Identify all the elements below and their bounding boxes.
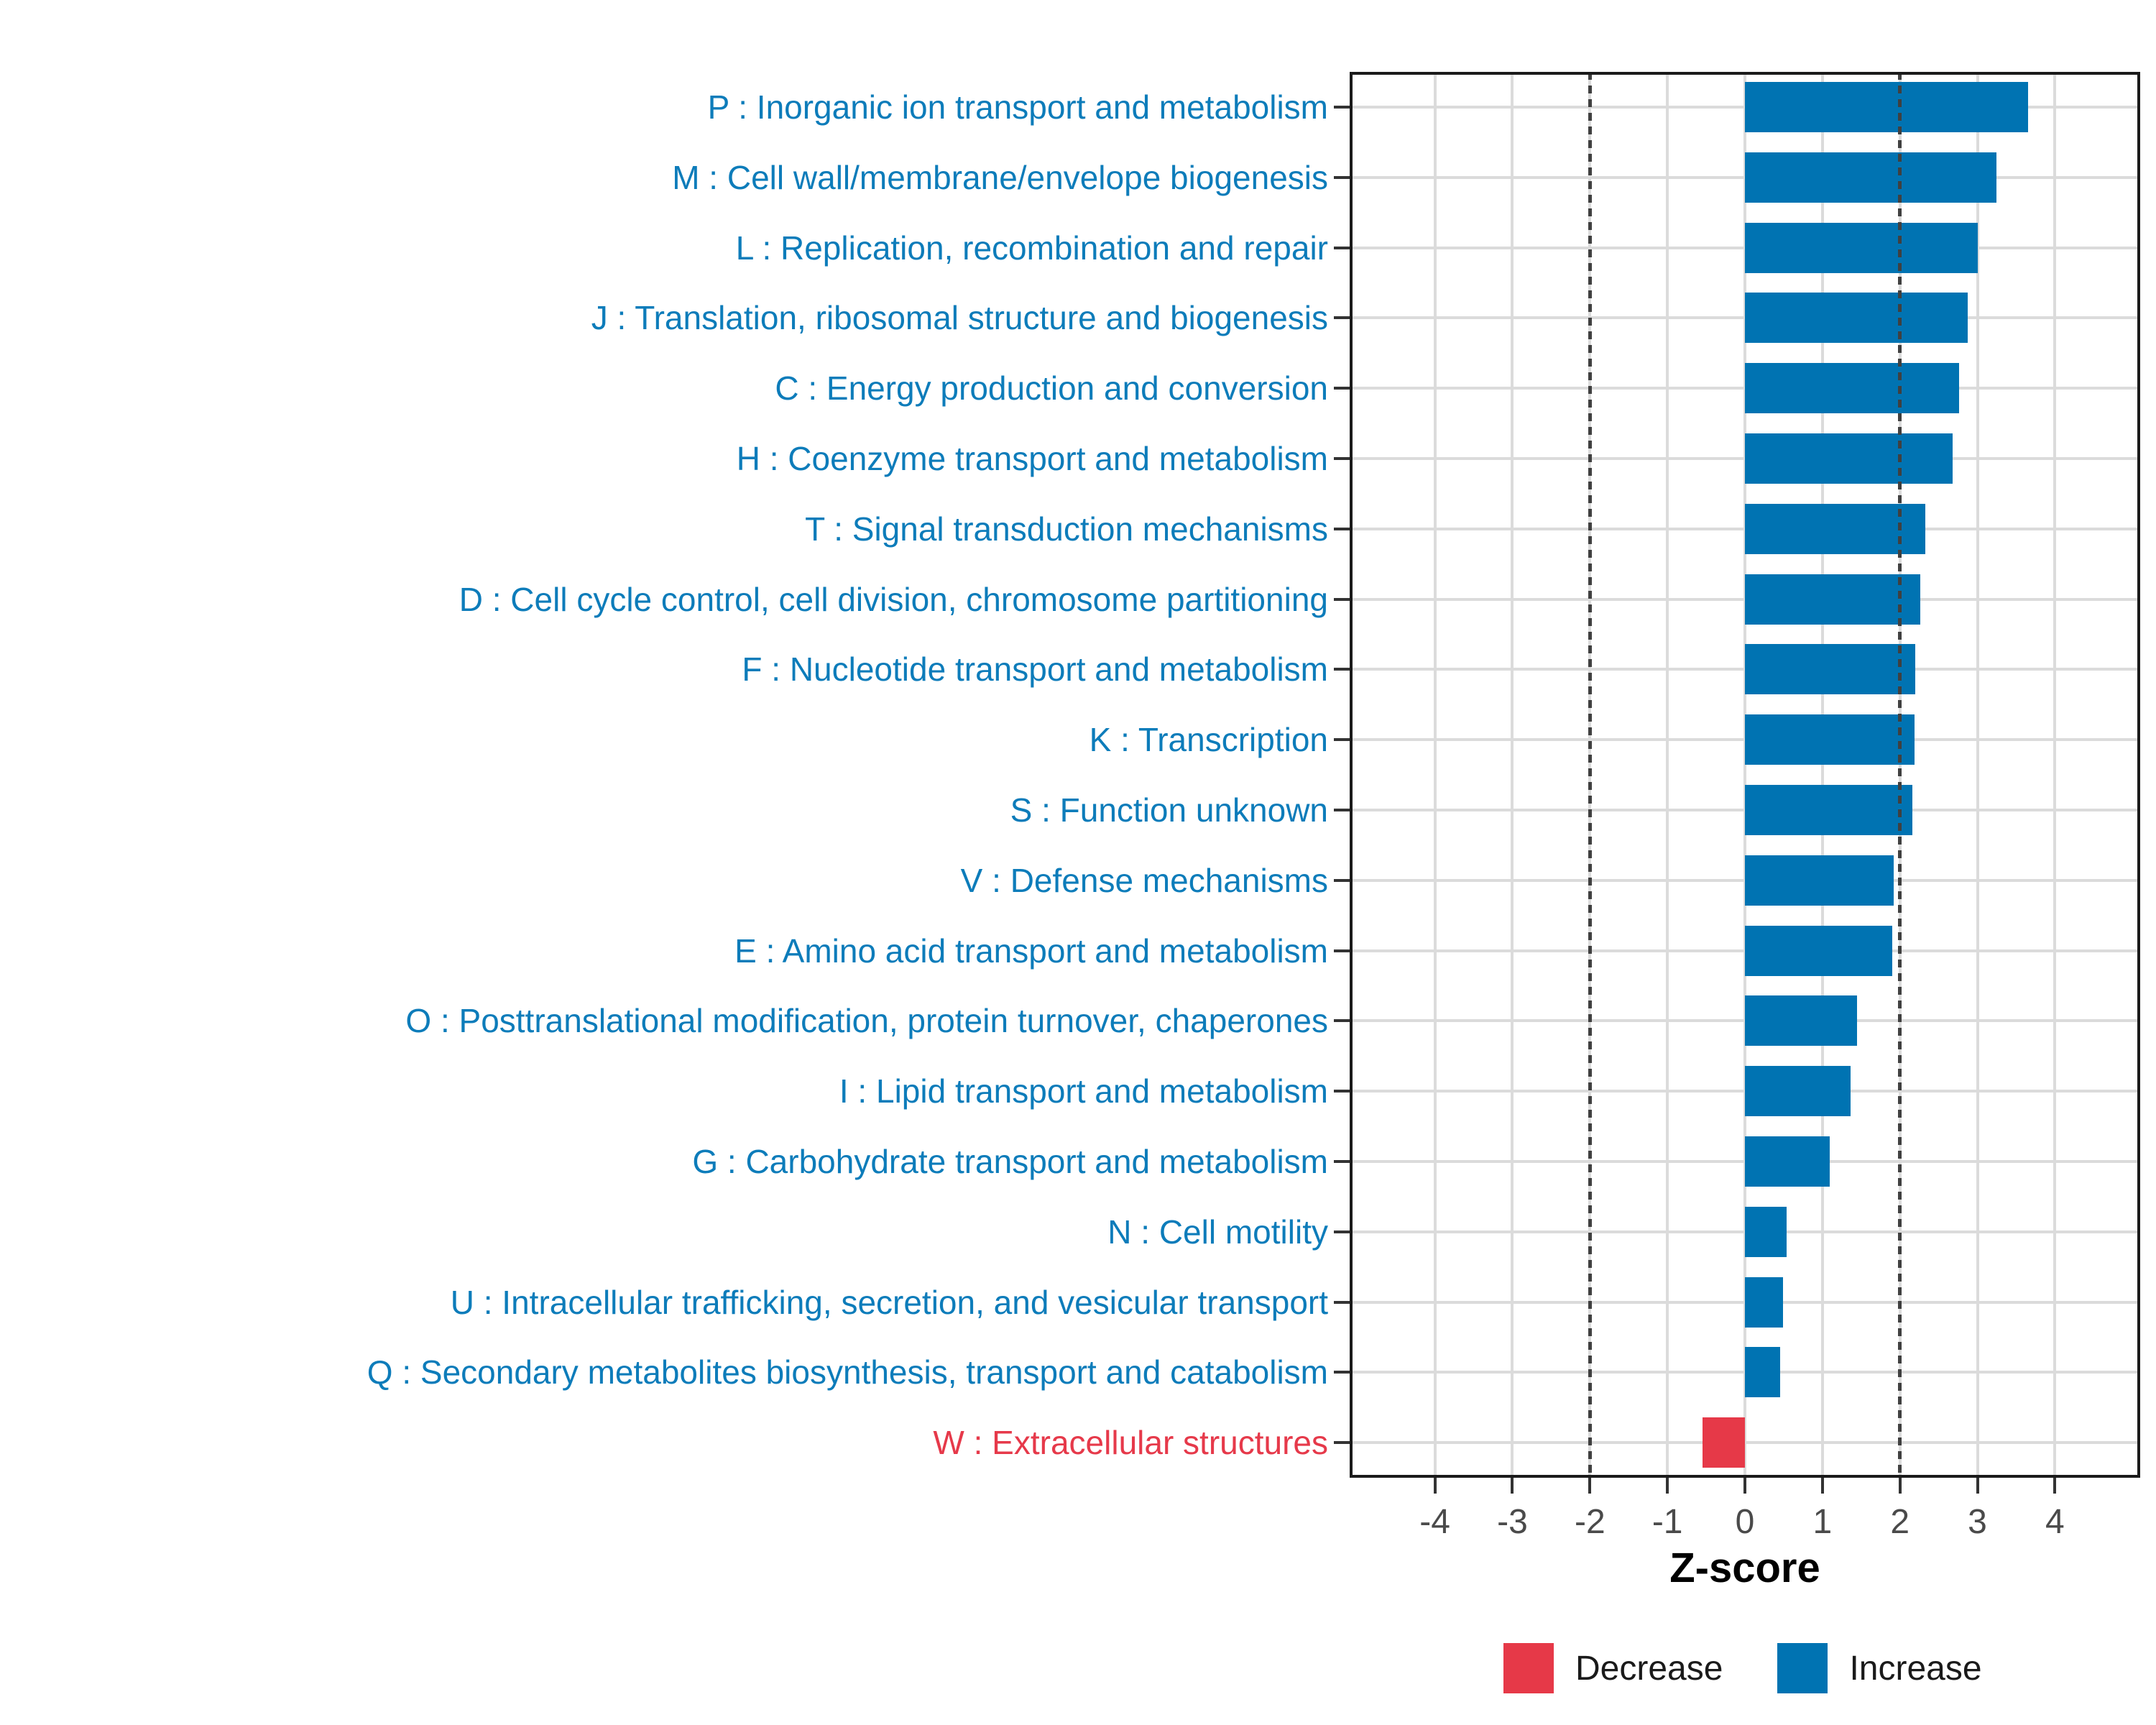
x-tick-2 xyxy=(1899,1478,1902,1494)
plot-panel xyxy=(1350,72,2140,1478)
bar-E xyxy=(1745,926,1892,976)
y-tick-U xyxy=(1334,1301,1350,1304)
x-tick-label-4: 4 xyxy=(2045,1503,2065,1541)
bar-S xyxy=(1745,785,1912,835)
y-tick-O xyxy=(1334,1019,1350,1022)
category-label-W: W : Extracellular structures xyxy=(933,1424,1328,1462)
category-label-T: T : Signal transduction mechanisms xyxy=(805,510,1328,548)
x-gridline--4 xyxy=(1434,72,1437,1478)
bar-I xyxy=(1745,1066,1851,1116)
y-tick-K xyxy=(1334,738,1350,741)
category-label-F: F : Nucleotide transport and metabolism xyxy=(742,650,1328,689)
bar-W xyxy=(1703,1417,1745,1468)
bar-Q xyxy=(1745,1347,1780,1397)
x-tick--3 xyxy=(1511,1478,1514,1494)
y-tick-J xyxy=(1334,316,1350,319)
x-tick-label-3: 3 xyxy=(1968,1503,1987,1541)
bar-D xyxy=(1745,574,1920,625)
legend-item-decrease xyxy=(1503,1643,1777,1693)
bar-O xyxy=(1745,995,1857,1046)
x-gridline--3 xyxy=(1511,72,1514,1478)
x-gridline-4 xyxy=(2053,72,2056,1478)
category-label-M: M : Cell wall/membrane/envelope biogenesis xyxy=(672,158,1328,196)
y-tick-L xyxy=(1334,247,1350,249)
category-label-K: K : Transcription xyxy=(1089,721,1328,759)
reference-line--2 xyxy=(1588,72,1592,1478)
category-label-E: E : Amino acid transport and metabolism xyxy=(734,932,1328,970)
legend xyxy=(1503,1643,2037,1693)
category-label-C: C : Energy production and conversion xyxy=(775,369,1328,408)
x-tick--2 xyxy=(1588,1478,1591,1494)
reference-line-2 xyxy=(1898,72,1902,1478)
category-label-L: L : Replication, recombination and repair xyxy=(735,229,1328,267)
y-tick-E xyxy=(1334,949,1350,952)
bar-U xyxy=(1745,1277,1783,1328)
category-label-V: V : Defense mechanisms xyxy=(960,861,1328,899)
bar-F xyxy=(1745,644,1915,694)
legend-label-increase: Increase xyxy=(1849,1649,1982,1688)
bar-N xyxy=(1745,1207,1787,1257)
bar-V xyxy=(1745,855,1894,906)
x-tick-4 xyxy=(2053,1478,2056,1494)
x-tick-3 xyxy=(1976,1478,1979,1494)
y-tick-W xyxy=(1334,1441,1350,1444)
y-tick-V xyxy=(1334,879,1350,882)
y-tick-C xyxy=(1334,387,1350,390)
category-label-D: D : Cell cycle control, cell division, chromosome partitioning xyxy=(459,580,1328,618)
category-label-I: I : Lipid transport and metabolism xyxy=(839,1072,1328,1110)
x-tick-label-1: 1 xyxy=(1812,1503,1833,1541)
legend-key-increase xyxy=(1777,1643,1828,1693)
y-gridline xyxy=(1350,1441,2140,1444)
legend-item-increase xyxy=(1777,1643,2036,1693)
y-tick-G xyxy=(1334,1160,1350,1163)
y-tick-F xyxy=(1334,668,1350,671)
category-label-P: P : Inorganic ion transport and metabolism xyxy=(707,88,1328,126)
x-tick-1 xyxy=(1821,1478,1824,1494)
x-tick-label--4: -4 xyxy=(1419,1503,1450,1541)
legend-label-decrease: Decrease xyxy=(1575,1649,1723,1688)
bar-K xyxy=(1745,714,1915,765)
x-tick-0 xyxy=(1743,1478,1746,1494)
category-label-U: U : Intracellular trafficking, secretion, and vesicular transport xyxy=(450,1283,1328,1321)
bar-C xyxy=(1745,363,1959,413)
y-tick-P xyxy=(1334,106,1350,109)
legend-key-decrease xyxy=(1503,1643,1554,1693)
y-tick-H xyxy=(1334,457,1350,460)
bar-G xyxy=(1745,1136,1830,1187)
category-label-J: J : Translation, ribosomal structure and biogenesis xyxy=(591,299,1328,337)
bar-J xyxy=(1745,293,1968,343)
x-tick--1 xyxy=(1666,1478,1669,1494)
y-tick-S xyxy=(1334,809,1350,811)
x-gridline-3 xyxy=(1976,72,1979,1478)
category-label-S: S : Function unknown xyxy=(1010,791,1328,829)
x-tick-label--3: -3 xyxy=(1497,1503,1528,1541)
x-gridline--1 xyxy=(1666,72,1669,1478)
bar-L xyxy=(1745,223,1978,273)
x-tick-label-0: 0 xyxy=(1735,1503,1755,1541)
x-tick--4 xyxy=(1434,1478,1437,1494)
y-tick-Q xyxy=(1334,1371,1350,1374)
bar-H xyxy=(1745,433,1953,484)
y-tick-I xyxy=(1334,1090,1350,1092)
bar-M xyxy=(1745,152,1996,203)
category-label-G: G : Carbohydrate transport and metabolism xyxy=(692,1142,1328,1180)
category-label-Q: Q : Secondary metabolites biosynthesis, transport and catabolism xyxy=(367,1353,1328,1392)
x-gridline-0 xyxy=(1743,72,1746,1478)
bar-P xyxy=(1745,82,2028,132)
x-gridline-1 xyxy=(1821,72,1824,1478)
category-label-O: O : Posttranslational modification, protein turnover, chaperones xyxy=(405,1002,1328,1040)
x-tick-label--2: -2 xyxy=(1574,1503,1606,1541)
category-label-H: H : Coenzyme transport and metabolism xyxy=(736,439,1328,477)
y-tick-M xyxy=(1334,176,1350,179)
y-tick-T xyxy=(1334,528,1350,530)
y-tick-N xyxy=(1334,1230,1350,1233)
y-tick-D xyxy=(1334,598,1350,601)
category-label-N: N : Cell motility xyxy=(1107,1213,1328,1251)
x-axis-title: Z-score xyxy=(1669,1545,1820,1591)
x-tick-label--1: -1 xyxy=(1651,1503,1683,1541)
x-tick-label-2: 2 xyxy=(1890,1503,1910,1541)
